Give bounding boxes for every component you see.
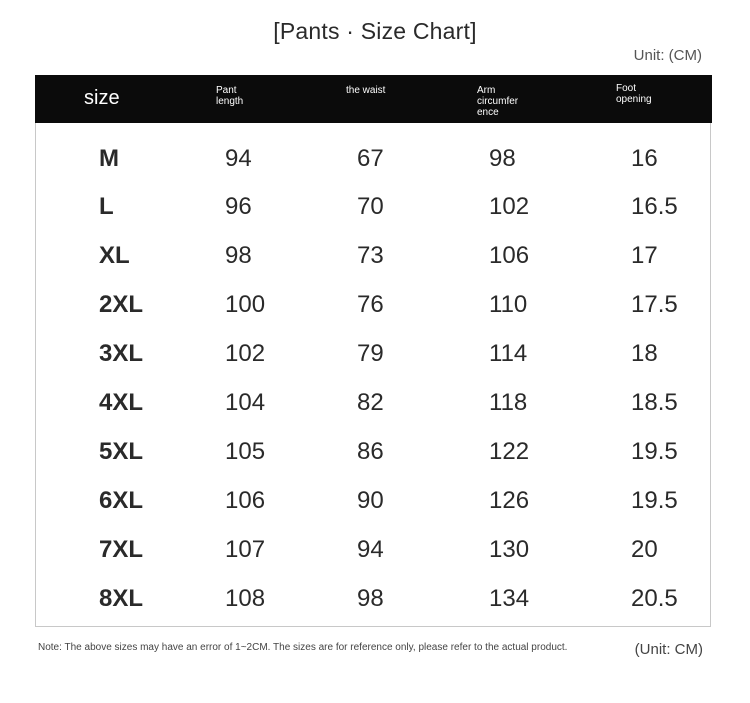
cell-waist: 98: [357, 584, 384, 612]
cell-foot-opening: 18: [631, 340, 658, 368]
cell-arm-circumference: 130: [489, 535, 530, 563]
cell-arm-circumference: 98: [489, 144, 516, 172]
cell-arm-circumference: 110: [489, 291, 528, 319]
cell-pant-length: 108: [225, 584, 266, 612]
table-row: [35, 183, 711, 232]
cell-foot-opening: 16.5: [631, 193, 678, 221]
unit-label-top: Unit: (CM): [633, 47, 702, 64]
cell-pant-length: 106: [225, 486, 266, 514]
cell-pant-length: 107: [225, 535, 266, 563]
cell-pant-length: 98: [225, 242, 252, 270]
cell-waist: 70: [357, 193, 384, 221]
table-row: [35, 525, 711, 574]
cell-foot-opening: 20.5: [631, 584, 678, 612]
cell-size: XL: [99, 242, 130, 270]
cell-size: L: [99, 193, 114, 221]
table-row: [35, 427, 711, 476]
cell-arm-circumference: 106: [489, 242, 530, 270]
cell-size: 6XL: [99, 486, 144, 514]
page-title: [Pants · Size Chart]: [273, 18, 477, 44]
cell-foot-opening: 20: [631, 535, 658, 563]
cell-foot-opening: 19.5: [631, 486, 678, 514]
cell-foot-opening: 18.5: [631, 389, 678, 416]
cell-size: 5XL: [99, 437, 144, 465]
cell-waist: 79: [357, 340, 384, 368]
cell-arm-circumference: 134: [489, 584, 530, 612]
cell-arm-circumference: 114: [489, 340, 528, 368]
cell-size: M: [99, 144, 119, 172]
header-arm-circumference: Arm circumfer ence: [477, 85, 519, 118]
header-foot-opening: Foot opening: [616, 83, 652, 105]
cell-size: 3XL: [99, 340, 144, 368]
header-pant-length: Pant length: [216, 85, 244, 107]
cell-pant-length: 104: [225, 389, 266, 416]
table-row: [35, 232, 711, 281]
cell-foot-opening: 17.5: [631, 291, 678, 319]
cell-size: 4XL: [99, 389, 144, 416]
cell-size: 8XL: [99, 584, 144, 612]
unit-label-bottom: (Unit: CM): [634, 641, 703, 658]
table-row: [35, 134, 711, 183]
cell-arm-circumference: 118: [489, 389, 528, 416]
cell-arm-circumference: 122: [489, 437, 530, 465]
cell-pant-length: 96: [225, 193, 252, 221]
table-row: [35, 476, 711, 525]
cell-foot-opening: 19.5: [631, 437, 678, 465]
cell-waist: 82: [357, 389, 384, 416]
cell-foot-opening: 17: [631, 242, 658, 270]
cell-waist: 90: [357, 486, 384, 514]
table-row: [35, 379, 711, 428]
cell-foot-opening: 16: [631, 144, 658, 172]
cell-arm-circumference: 126: [489, 486, 530, 514]
cell-size: 7XL: [99, 535, 144, 563]
cell-waist: 73: [357, 242, 384, 270]
disclaimer-note: Note: The above sizes may have an error of 1~2CM. The sizes are for reference only, please refer to the actual product.: [38, 642, 568, 653]
table-row: [35, 574, 711, 623]
header-size: size: [84, 87, 120, 109]
cell-waist: 67: [357, 144, 384, 172]
cell-size: 2XL: [99, 291, 144, 319]
cell-pant-length: 100: [225, 291, 266, 319]
table-row: [35, 330, 711, 379]
cell-arm-circumference: 102: [489, 193, 530, 221]
cell-pant-length: 94: [225, 144, 252, 172]
header-waist: the waist: [346, 85, 386, 96]
cell-waist: 94: [357, 535, 384, 563]
table-header: [35, 75, 712, 123]
table-row: [35, 281, 711, 330]
cell-pant-length: 105: [225, 437, 266, 465]
cell-waist: 86: [357, 437, 384, 465]
cell-pant-length: 102: [225, 340, 266, 368]
cell-waist: 76: [357, 291, 384, 319]
